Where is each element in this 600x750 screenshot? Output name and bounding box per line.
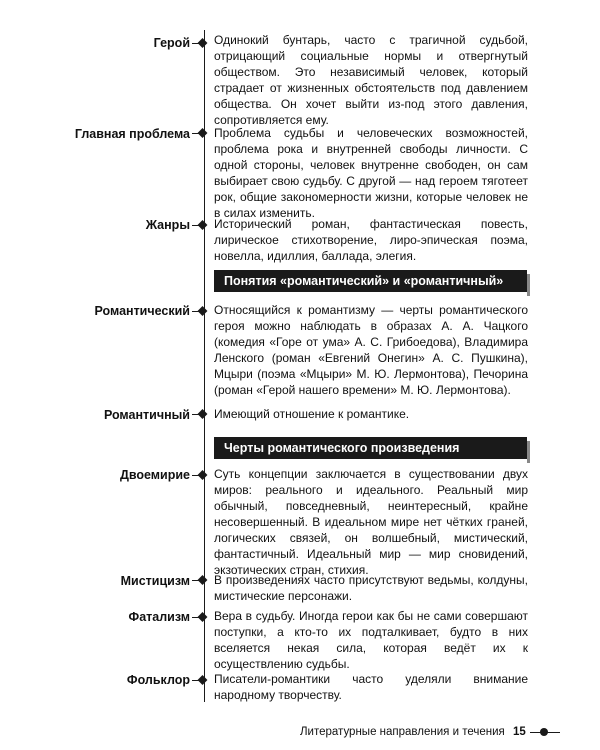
footer-section-title: Литературные направления и течения — [300, 726, 505, 738]
term-fatalism: Фатализм — [128, 610, 190, 624]
desc-dual-world: Суть концепции заключается в существовании двух миров: реального и идеального. Реальный мир обычный, повседневный, неинтересный, крайне несовершенный. В идеальном мире нет чётких граней, логических связей, он волшебный, мистический, фантастичный. Идеальный мир — мир сновидений, экзотических стран, стихия. — [214, 467, 528, 577]
desc-folklore: Писатели-романтики часто уделяли внимание народному творчеству. — [214, 672, 528, 702]
footer-dot-icon — [540, 728, 548, 736]
term-mysticism: Мистицизм — [120, 574, 190, 588]
term-romantic: Романтический — [94, 304, 190, 318]
connector — [192, 475, 205, 476]
desc-main-problem: Проблема судьбы и человеческих возможностей, проблема рока и внутренней свободы личности. С одной стороны, человек внутренне свободен, он сам выбирает свою судьбу. С другой — над героем тяготеет рок, общие закономерности жизни, которые человек не в силах изменить. — [214, 126, 528, 220]
desc-romantichny: Имеющий отношение к романтике. — [214, 407, 410, 421]
desc-hero: Одинокий бунтарь, часто с трагичной судьбой, отрицающий социальные нормы и отвергнутый обществом. Это независимый человек, который страдает от жизненных обстоятельств под давлением общества. Он хочет выйти из-под этого давления, сопротивляется ему. — [214, 33, 528, 127]
section-banner-features: Черты романтического произведения — [214, 437, 527, 459]
desc-mysticism: В произведениях часто присутствуют ведьмы, колдуны, мистические персонажи. — [214, 573, 528, 603]
term-genres: Жанры — [145, 218, 190, 232]
term-folklore: Фольклор — [126, 673, 190, 687]
connector — [192, 133, 205, 134]
connector — [192, 680, 205, 681]
connector — [192, 580, 205, 581]
desc-fatalism: Вера в судьбу. Иногда герои как бы не сами совершают поступки, а кто-то их подталкивает, будто в них вселяется некая сила, которая ведёт их к осуществлению судьбы. — [214, 609, 528, 671]
term-main-problem: Главная проблема — [74, 127, 190, 141]
term-dual-world: Двоемирие — [119, 468, 190, 482]
term-romantichny: Романтичный — [103, 408, 190, 422]
desc-genres: Исторический роман, фантастическая повесть, лирическое стихотворение, лиро-эпическая поэма, новелла, идиллия, баллада, элегия. — [214, 217, 528, 263]
section-banner-concepts: Понятия «романтический» и «романтичный» — [214, 270, 527, 292]
connector — [192, 225, 205, 226]
page-number: 15 — [513, 726, 526, 738]
connector — [192, 43, 205, 44]
desc-romantic: Относящийся к романтизму — черты романтического героя можно наблюдать в образах А. А. Чацкого (комедия «Горе от ума» А. С. Грибоедова), Владимира Ленского (роман «Евгений Онегин» А. С. Пушкина), Мцыри (поэма «Мцыри» М. Ю. Лермонтова), Печорина (роман «Герой нашего времени» М. Ю. Лермонтова). — [214, 303, 528, 397]
page-footer — [300, 722, 570, 742]
connector — [192, 311, 205, 312]
term-hero: Герой — [153, 36, 190, 50]
connector — [192, 617, 205, 618]
connector — [192, 414, 205, 415]
